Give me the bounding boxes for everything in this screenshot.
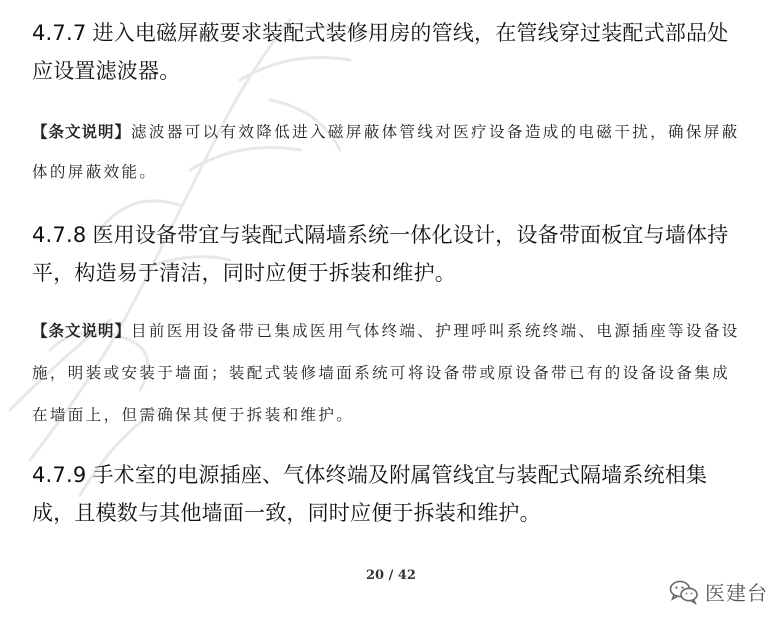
clause-text: 医用设备带宜与装配式隔墙系统一体化设计，设备带面板宜与墙体持平，构造易于清洁，同时应便于拆装和维护。: [32, 223, 729, 285]
note-text: 滤波器可以有效降低进入磁屏蔽体管线对医疗设备造成的电磁干扰，确保屏蔽体的屏蔽效能。: [32, 123, 740, 181]
wechat-icon: [669, 579, 699, 605]
note-tag: 【条文说明】: [32, 321, 132, 340]
clause-text: 手术室的电源插座、气体终端及附属管线宜与装配式隔墙系统相集成，且模数与其他墙面一致，同时应便于拆装和维护。: [32, 463, 708, 525]
note-4-7-7: [32, 112, 744, 192]
note-tag: 【条文说明】: [32, 122, 132, 141]
clause-4-7-7: [32, 14, 742, 90]
clause-4-7-9: [32, 456, 742, 532]
clause-text: 进入电磁屏蔽要求装配式装修用房的管线，在管线穿过装配式部品处应设置滤波器。: [32, 21, 729, 83]
clause-number: 4.7.9: [32, 463, 87, 487]
clause-number: 4.7.7: [32, 21, 87, 45]
clause-number: 4.7.8: [32, 223, 87, 247]
brand-name: 医建台: [705, 581, 768, 605]
clause-4-7-8: [32, 216, 742, 292]
page-number: 20 / 42: [366, 568, 416, 583]
brand-badge[interactable]: [669, 577, 768, 606]
note-text: 目前医用设备带已集成医用气体终端、护理呼叫系统终端、电源插座等设备设施，明装或安装于墙面；装配式装修墙面系统可将设备带或原设备带已有的设备设备集成在墙面上，但需确保其便于拆装和维护。: [32, 322, 740, 424]
note-4-7-8: [32, 310, 744, 436]
